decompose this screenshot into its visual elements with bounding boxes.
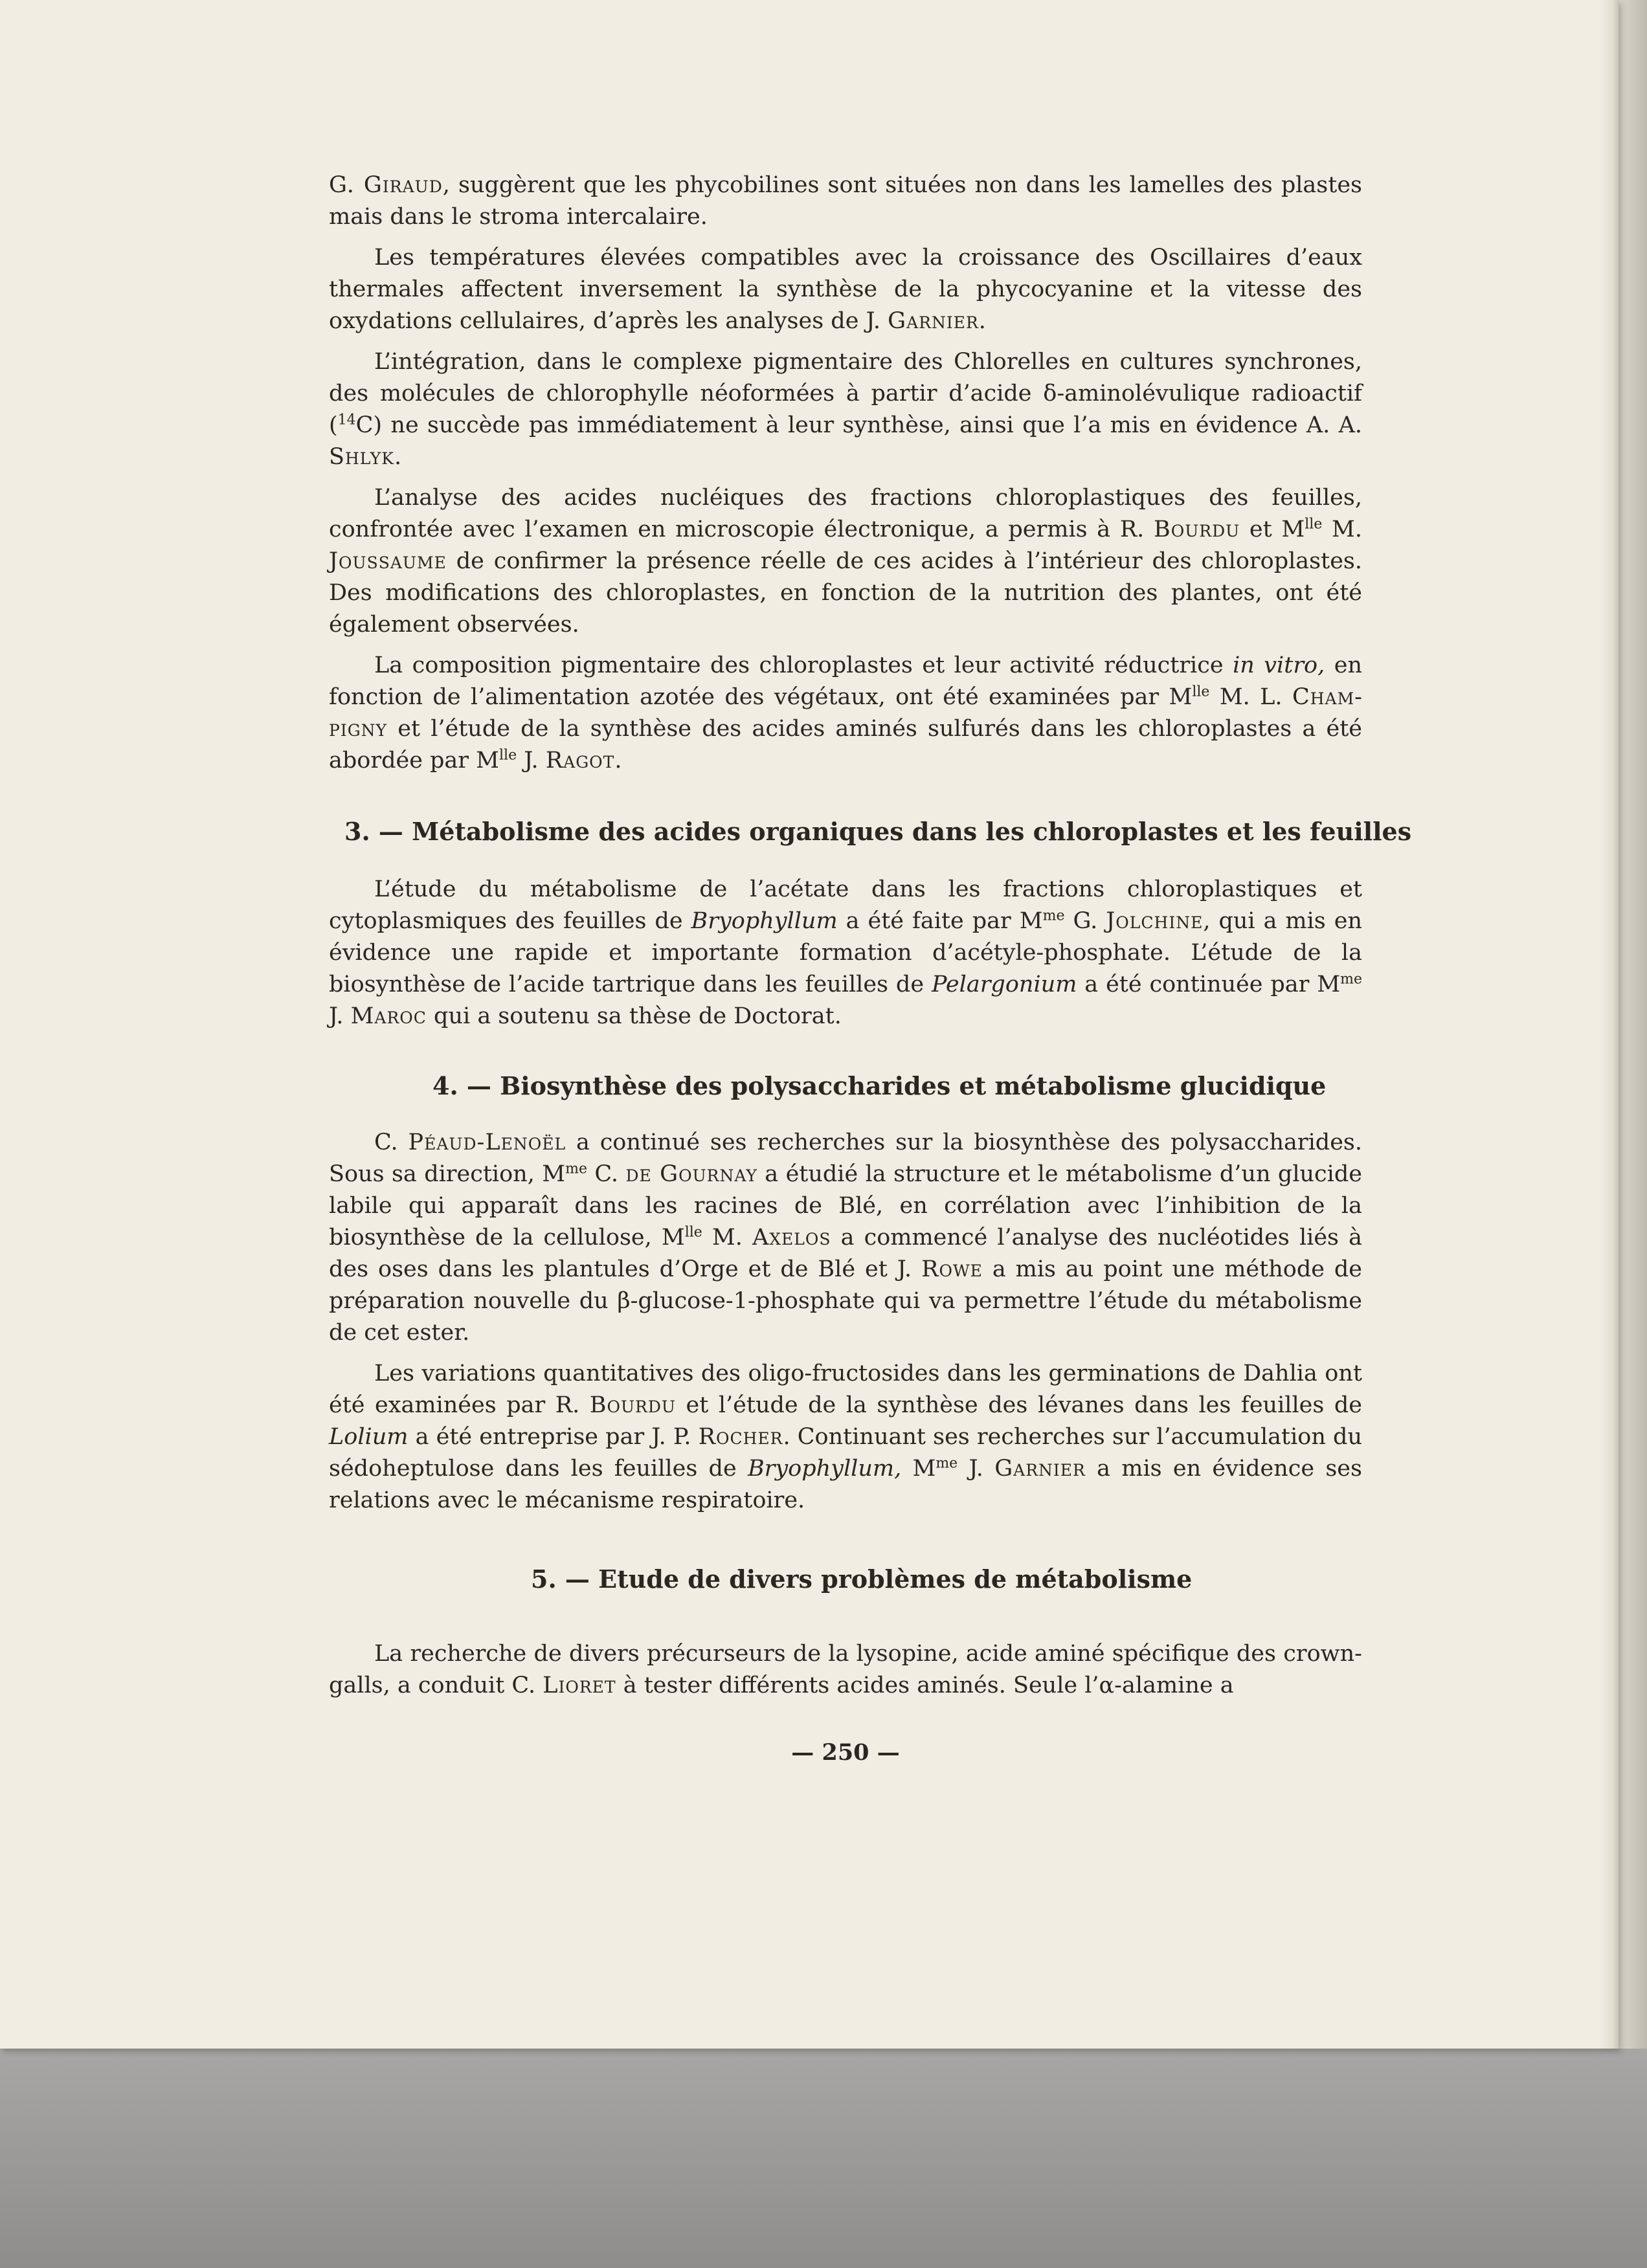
author-name: Maroc xyxy=(350,1003,427,1029)
text-span: a continué ses recherches sur la biosynthèse des polysaccharides. Sous sa direction, M xyxy=(329,1129,1362,1187)
author-name: Joussaume xyxy=(329,548,447,574)
superscript: me xyxy=(565,1161,587,1177)
author-name: G. Giraud xyxy=(329,172,443,198)
paragraph-chlorelles xyxy=(329,346,1362,473)
text-span: qui a soutenu sa thèse de Doctorat. xyxy=(426,1003,842,1029)
author-name: Champigny xyxy=(329,684,1362,742)
superscript: 14 xyxy=(337,412,356,428)
paragraph-lysopine xyxy=(329,1638,1362,1702)
text-span: J. xyxy=(958,1456,995,1482)
text-span: M. xyxy=(1322,517,1363,542)
author-name: Garnier xyxy=(888,308,979,334)
text-span: M xyxy=(901,1456,936,1482)
author-name: Jolchine xyxy=(1106,908,1204,934)
text-span: J. xyxy=(329,1003,351,1029)
text-span: a mis au point une méthode de préparation nouvelle du β-glucose-1-phosphate qui va permettre l’étude du métabolisme de cet ester. xyxy=(329,1256,1362,1346)
author-name: Shlyk xyxy=(329,444,394,470)
paragraph-composition-pigmentaire xyxy=(329,650,1362,777)
author-name: de Gournay xyxy=(625,1161,757,1187)
page-gutter-shadow xyxy=(1599,0,1619,2049)
text-span: et l’étude de la synthèse des acides aminés sulfurés dans les chloroplastes a été abordée par M xyxy=(329,716,1362,773)
page-number: — 250 — xyxy=(791,1739,900,1766)
text-span: Les températures élevées compatibles avec la croissance des Oscillaires d’eaux thermales affectent inversement la synthèse de la phycocyanine et la vitesse des oxydations cellulaires, d’après les analyses de J. xyxy=(329,245,1362,334)
text-span: et M xyxy=(1240,517,1305,542)
text-span: La composition pigmentaire des chloroplastes et leur activité réductrice xyxy=(374,652,1233,678)
author-name: Ragot xyxy=(545,748,615,773)
superscript: lle xyxy=(499,747,517,764)
text-span: Les variations quantitatives des oligo-fructosides dans les germinations de Dahlia ont été examinées par R. xyxy=(329,1361,1362,1418)
page-text xyxy=(329,170,1412,1768)
author-name: Garnier xyxy=(994,1456,1086,1482)
superscript: me xyxy=(1340,971,1362,988)
author-name: Bourdu xyxy=(589,1392,676,1418)
paragraph-acides-nucleiques xyxy=(329,482,1362,641)
text-span: a été continuée par M xyxy=(1077,972,1341,997)
text-span: en fonction de l’alimentation azotée des végétaux, ont été examinées par M xyxy=(329,652,1362,710)
text-span: L’analyse des acides nucléiques des fractions chloroplastiques des feuilles, confrontée avec l’examen en microscopie électronique, a permis à R. xyxy=(329,485,1362,542)
author-name: Rocher xyxy=(698,1424,783,1450)
text-span: C) ne succède pas immédiatement à leur synthèse, ainsi que l’a mis en évidence A. A. xyxy=(355,412,1362,438)
author-name: Axelos xyxy=(752,1225,831,1251)
text-span: a étudié la structure et le métabolisme d’un glucide labile qui apparaît dans les racines de Blé, en corrélation avec l’inhibition de la biosynthèse de la cellulose, M xyxy=(329,1161,1362,1251)
text-span: G. xyxy=(1064,908,1106,934)
text-span: , suggèrent que les phycobilines sont situées non dans les lamelles des plastes mais dans le stroma intercalaire. xyxy=(329,172,1363,230)
italic-term: Bryophyllum xyxy=(691,908,838,934)
author-name: Lioret xyxy=(543,1673,616,1698)
author-name: Bourdu xyxy=(1154,517,1240,542)
text-span: . xyxy=(614,748,622,773)
superscript: lle xyxy=(684,1224,702,1241)
text-span: , qui a mis en évidence une rapide et importante formation d’acétyle-phosphate. L’étude de la biosynthèse de l’acide tartrique dans les feuilles de xyxy=(329,908,1363,997)
superscript: me xyxy=(936,1455,958,1472)
paragraph-oligo-fructosides xyxy=(329,1358,1362,1517)
text-span: a commencé l’analyse des nucléotides liés à des oses dans les plantules d’Orge et de Blé et J. xyxy=(329,1225,1362,1282)
scanner-background xyxy=(0,2045,1647,2268)
text-span: M. xyxy=(702,1225,752,1251)
text-span: . xyxy=(978,308,986,334)
superscript: lle xyxy=(1192,684,1210,700)
paragraph-acetate xyxy=(329,874,1362,1032)
adjacent-page-edge xyxy=(1619,0,1647,2049)
paragraph-oscillaires xyxy=(329,242,1362,337)
text-span: J. xyxy=(517,748,546,773)
text-span: L’intégration, dans le complexe pigmentaire des Chlorelles en cultures synchrones, des molécules de chlorophylle néoformées à partir d’acide δ-aminolévulique radioactif ( xyxy=(329,349,1362,438)
text-span: . Continuant ses recherches sur l’accumulation du sédoheptulose dans les feuilles de xyxy=(329,1424,1362,1482)
italic-term: in vitro, xyxy=(1233,652,1325,678)
text-span: a été faite par M xyxy=(837,908,1043,934)
text-span: C. xyxy=(374,1129,409,1155)
section-heading-5: 5. — Etude de divers problèmes de métabolisme xyxy=(531,1564,1193,1594)
author-name: Rowe xyxy=(921,1256,983,1282)
paragraph-polysaccharides xyxy=(329,1127,1362,1349)
paragraph-giraud xyxy=(329,170,1362,233)
text-span: C. xyxy=(587,1161,626,1187)
italic-term: Bryophyllum, xyxy=(747,1456,902,1482)
text-span: M. L. xyxy=(1209,684,1292,710)
italic-term: Lolium xyxy=(329,1424,409,1450)
section-heading-3: 3. — Métabolisme des acides organiques dans les chloroplastes et les feuilles xyxy=(344,817,1412,846)
text-span: de confirmer la présence réelle de ces acides à l’intérieur des chloroplastes. Des modifications des chloroplastes, en fonction de la nutrition des plantes, ont été également observées. xyxy=(329,548,1362,638)
superscript: lle xyxy=(1305,516,1323,533)
superscript: me xyxy=(1042,907,1065,924)
section-heading-4: 4. — Biosynthèse des polysaccharides et métabolisme glucidique xyxy=(432,1071,1327,1100)
text-span: et l’étude de la synthèse des lévanes dans les feuilles de xyxy=(676,1392,1362,1418)
italic-term: Pelargonium xyxy=(931,972,1077,997)
text-span: L’étude du métabolisme de l’acétate dans les fractions chloroplastiques et cytoplasmiques des feuilles de xyxy=(329,876,1362,934)
author-name: Péaud-Lenoël xyxy=(408,1129,566,1155)
text-span: a été entreprise par J. P. xyxy=(408,1424,699,1450)
text-span: . xyxy=(394,444,402,470)
text-span: La recherche de divers précurseurs de la lysopine, acide aminé spécifique des crown-galls, a conduit C. xyxy=(329,1641,1362,1698)
text-span: à tester différents acides aminés. Seule l’α-alamine a xyxy=(616,1673,1234,1698)
text-span: a mis en évidence ses relations avec le mécanisme respiratoire. xyxy=(329,1456,1362,1513)
